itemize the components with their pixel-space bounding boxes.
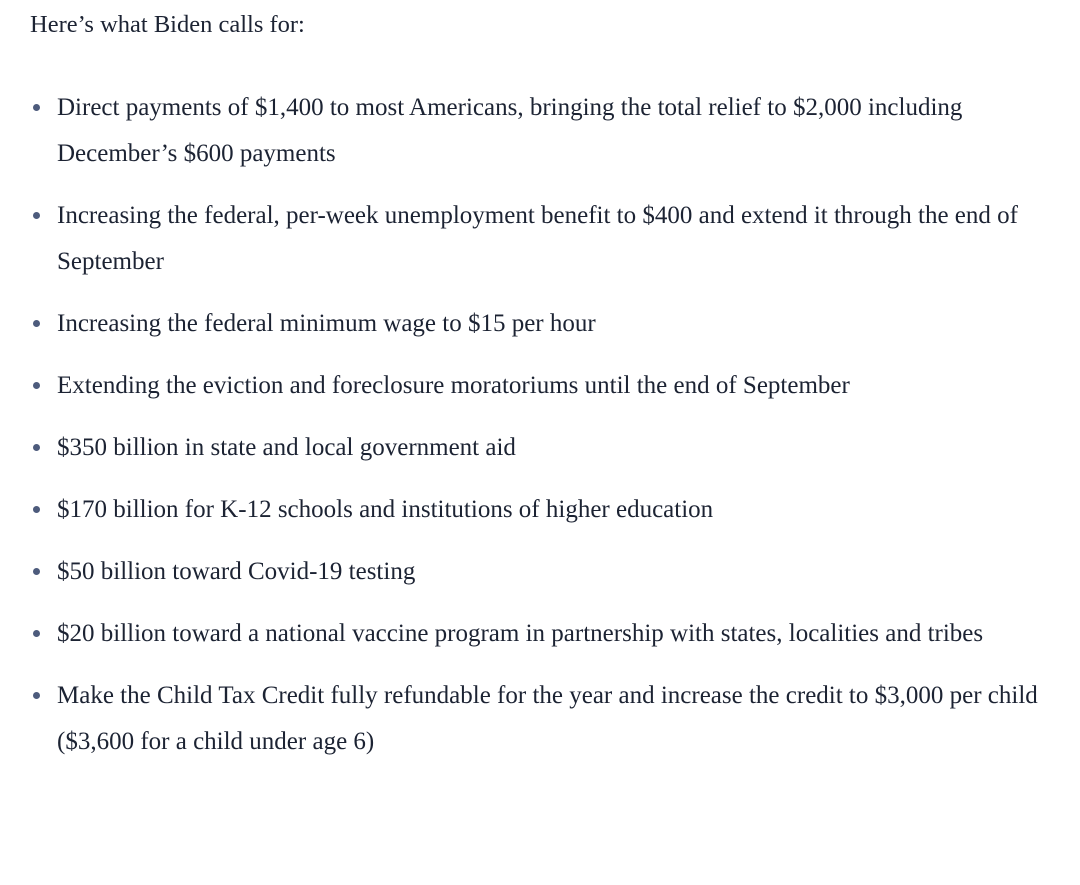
list-item-text: $170 billion for K-12 schools and institutions of higher education — [57, 496, 714, 524]
bullet-icon — [33, 692, 40, 699]
list-item — [30, 85, 1050, 177]
list-item-text: Increasing the federal, per-week unemployment benefit to $400 and extend it through the end of September — [57, 202, 1018, 276]
list-item-text: Increasing the federal minimum wage to $15 per hour — [57, 310, 596, 338]
list-item — [30, 363, 1050, 409]
bullet-icon — [33, 630, 40, 637]
list-item — [30, 549, 1050, 595]
list-item — [30, 487, 1050, 533]
bullet-list — [30, 85, 1050, 765]
list-item — [30, 673, 1050, 765]
bullet-icon — [33, 104, 40, 111]
list-item-text: $20 billion toward a national vaccine program in partnership with states, localities and tribes — [57, 620, 984, 648]
list-item-text: Direct payments of $1,400 to most Americans, bringing the total relief to $2,000 including December’s $600 payments — [57, 94, 963, 168]
bullet-icon — [33, 382, 40, 389]
bullet-icon — [33, 212, 40, 219]
list-item-text: Make the Child Tax Credit fully refundable for the year and increase the credit to $3,000 per child ($3,600 for a child under age 6) — [57, 682, 1038, 756]
list-item — [30, 193, 1050, 285]
intro-text: Here’s what Biden calls for: — [30, 11, 305, 38]
bullet-icon — [33, 568, 40, 575]
list-item — [30, 301, 1050, 347]
list-item-text: Extending the eviction and foreclosure moratoriums until the end of September — [57, 372, 850, 400]
list-item-text: $350 billion in state and local government aid — [57, 434, 516, 462]
bullet-icon — [33, 444, 40, 451]
bullet-icon — [33, 506, 40, 513]
list-item — [30, 425, 1050, 471]
list-item — [30, 611, 1050, 657]
bullet-icon — [33, 320, 40, 327]
list-item-text: $50 billion toward Covid-19 testing — [57, 558, 416, 586]
